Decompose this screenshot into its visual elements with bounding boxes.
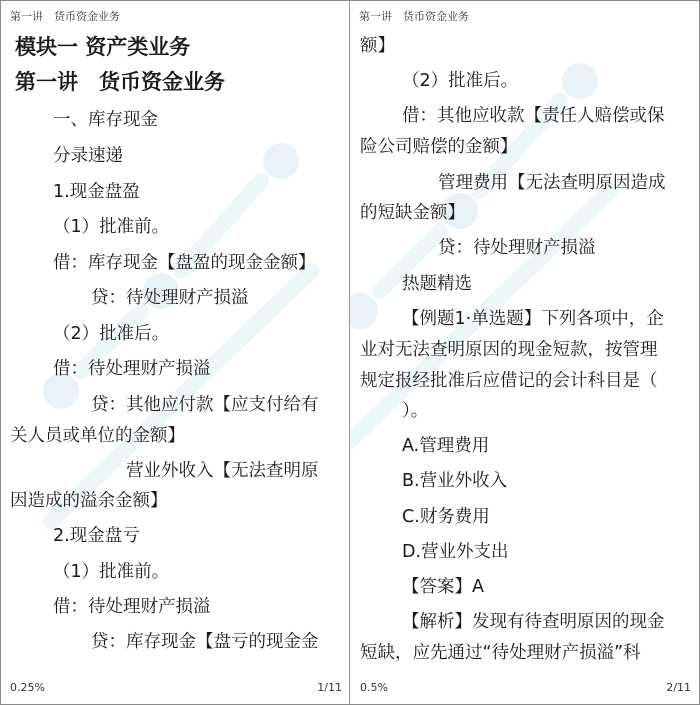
subheading: 分录速递 (53, 146, 123, 166)
option-b: B.营业外收入 (402, 471, 508, 491)
text-line: 营业外收入【无法查明原 (126, 461, 319, 481)
module-title: 模块一 资产类业务 (15, 35, 191, 59)
running-header: 第一讲 货币资金业务 (10, 10, 120, 23)
text-line: ）。 (402, 401, 429, 421)
subheading: 热题精选 (402, 274, 472, 294)
text-line: 借：其他应收款【责任人赔偿或保 (402, 106, 665, 126)
text-line: 业对无法查明原因的现金短款，按管理 (360, 340, 658, 360)
text-line: 借：库存现金【盘盈的现金金额】 (53, 253, 316, 273)
text-line: 1.现金盘盈 (53, 182, 140, 202)
option-d: D.营业外支出 (402, 542, 509, 562)
text-line: 短缺，应先通过“待处理财产损溢”科 (360, 643, 641, 663)
text-line: 的短缺金额】 (360, 203, 465, 223)
option-a: A.管理费用 (402, 436, 490, 456)
text-line: 关人员或单位的金额】 (10, 426, 185, 446)
page-number: 1/11 (317, 681, 342, 694)
text-line: 额】 (360, 36, 395, 56)
text-line: （1）批准前。 (53, 217, 170, 237)
text-line: 贷：待处理财产损溢 (91, 288, 249, 308)
text-line: 借：待处理财产损溢 (53, 597, 211, 617)
analysis: 【解析】发现有待查明原因的现金 (402, 612, 665, 632)
page-number: 2/11 (666, 681, 691, 694)
text-line: （2）批准后。 (402, 71, 519, 91)
answer: 【答案】A (402, 577, 484, 597)
text-line: 险公司赔偿的金额】 (360, 137, 518, 157)
reading-progress: 0.5% (360, 681, 388, 694)
text-line: 贷：库存现金【盘亏的现金金 (91, 632, 319, 652)
text-line: 因造成的溢余金额】 (10, 491, 168, 511)
text-line: 贷：待处理财产损溢 (438, 238, 596, 258)
text-line: 贷：其他应付款【应支付给有 (91, 395, 319, 415)
option-c: C.财务费用 (402, 507, 490, 527)
text-line: （2）批准后。 (53, 324, 170, 344)
text-line: （1）批准前。 (53, 562, 170, 582)
running-header: 第一讲 货币资金业务 (359, 10, 469, 23)
text-line: 借：待处理财产损溢 (53, 359, 211, 379)
reading-progress: 0.25% (10, 681, 45, 694)
text-line: 规定报经批准后应借记的会计科目是（ (360, 371, 658, 391)
text-line: 【例题1·单选题】下列各项中，企 (402, 309, 664, 329)
text-line: 2.现金盘亏 (53, 526, 140, 546)
page-2[interactable] (350, 1, 699, 704)
page-1[interactable] (1, 1, 350, 704)
lecture-title: 第一讲 货币资金业务 (15, 70, 225, 94)
text-line: 管理费用【无法查明原因造成 (438, 173, 666, 193)
section-heading: 一、库存现金 (53, 110, 158, 130)
